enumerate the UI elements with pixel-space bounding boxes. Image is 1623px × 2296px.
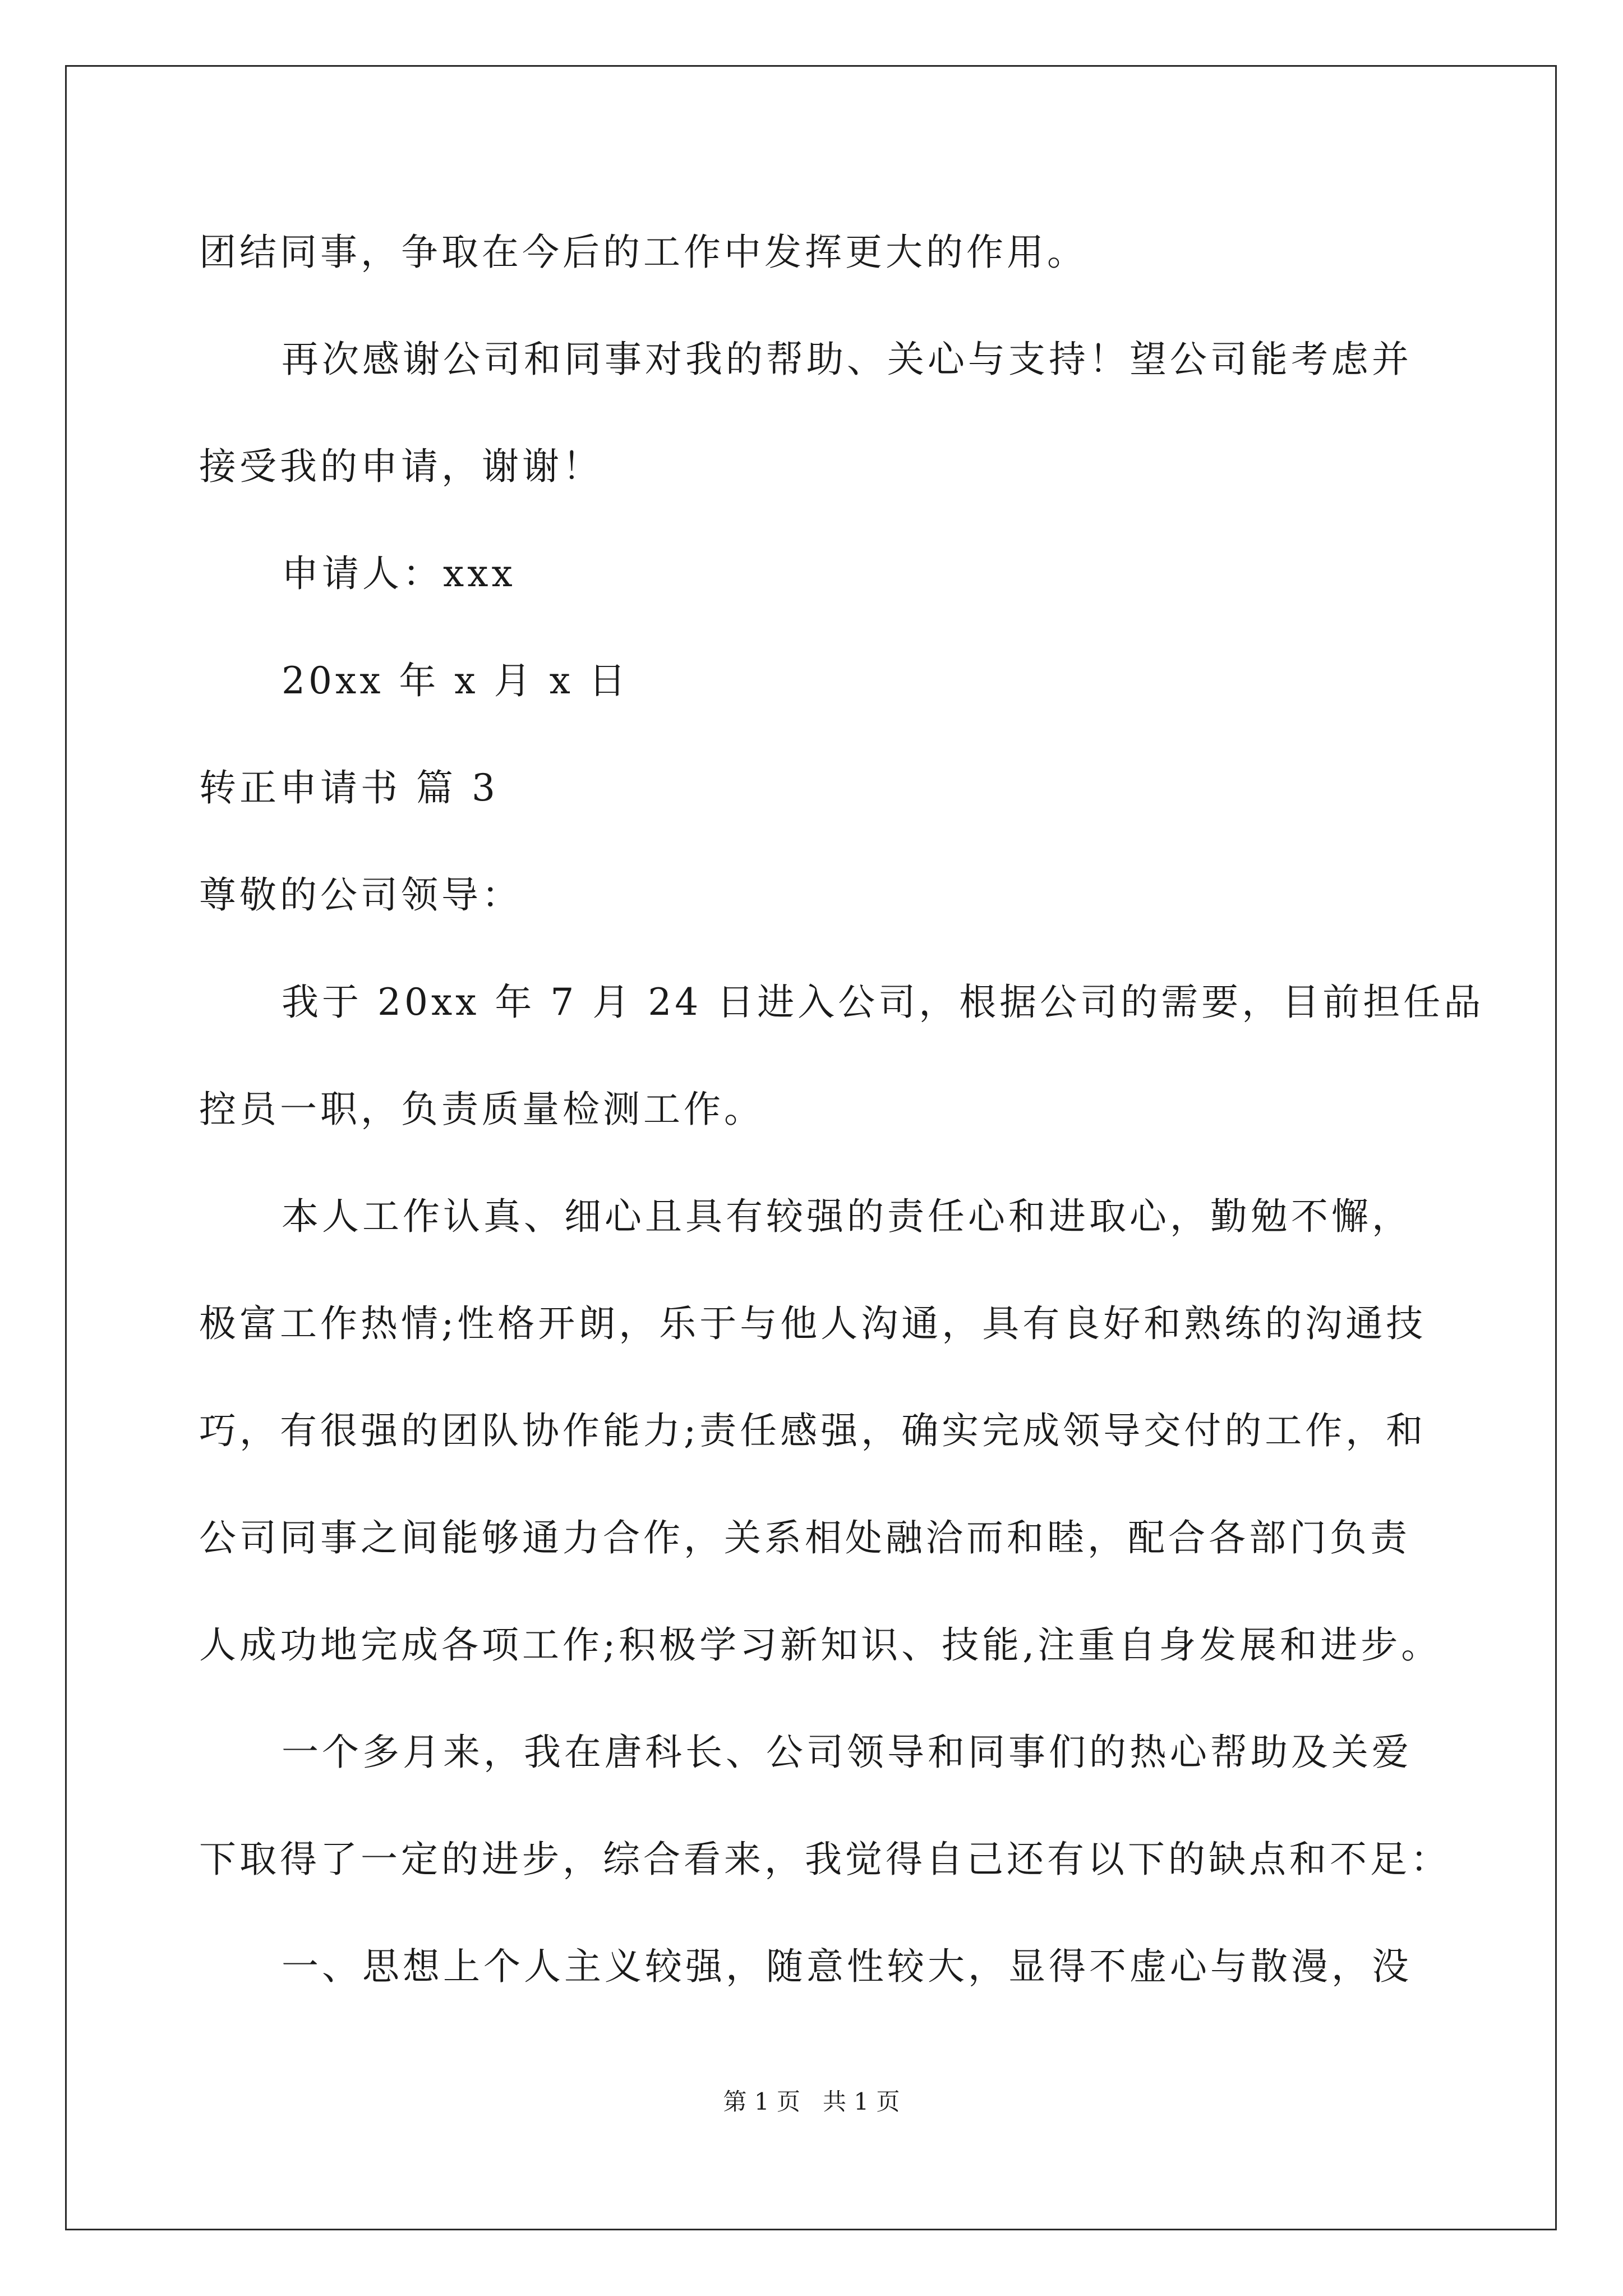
- text-line: 接受我的申请，谢谢！: [199, 445, 603, 488]
- section-heading: 转正申请书 篇 3: [199, 766, 499, 809]
- page-border: [65, 65, 1557, 2230]
- text-line: 人成功地完成各项工作;积极学习新知识、技能,注重自身发展和进步。: [199, 1623, 1442, 1667]
- text-line: 极富工作热情;性格开朗，乐于与他人沟通，具有良好和熟练的沟通技: [199, 1302, 1427, 1345]
- text-line: 控员一职，负责质量检测工作。: [199, 1088, 764, 1131]
- text-line: 团结同事，争取在今后的工作中发挥更大的作用。: [199, 231, 1087, 274]
- text-line: 一个多月来，我在唐科长、公司领导和同事们的热心帮助及关爱: [282, 1731, 1412, 1774]
- text-line: 申请人：xxx: [282, 552, 516, 595]
- text-line: 再次感谢公司和同事对我的帮助、关心与支持！望公司能考虑并: [282, 338, 1412, 381]
- text-line: 公司同事之间能够通力合作，关系相处融洽而和睦，配合各部门负责: [199, 1516, 1410, 1559]
- salutation: 尊敬的公司领导：: [199, 873, 522, 917]
- text-line: 下取得了一定的进步，综合看来，我觉得自己还有以下的缺点和不足：: [199, 1838, 1451, 1881]
- text-line: 我于 20xx 年 7 月 24 日进入公司，根据公司的需要，目前担任品: [282, 981, 1484, 1024]
- text-line: 巧，有很强的团队协作能力;责任感强，确实完成领导交付的工作，和: [199, 1409, 1427, 1452]
- text-line: 本人工作认真、细心且具有较强的责任心和进取心，勤勉不懈，: [282, 1195, 1412, 1238]
- text-line: 一、思想上个人主义较强，随意性较大，显得不虚心与散漫，没: [282, 1945, 1412, 1988]
- page-footer: 第 1 页 共 1 页: [723, 2088, 900, 2115]
- text-line: 20xx 年 x 月 x 日: [282, 659, 629, 702]
